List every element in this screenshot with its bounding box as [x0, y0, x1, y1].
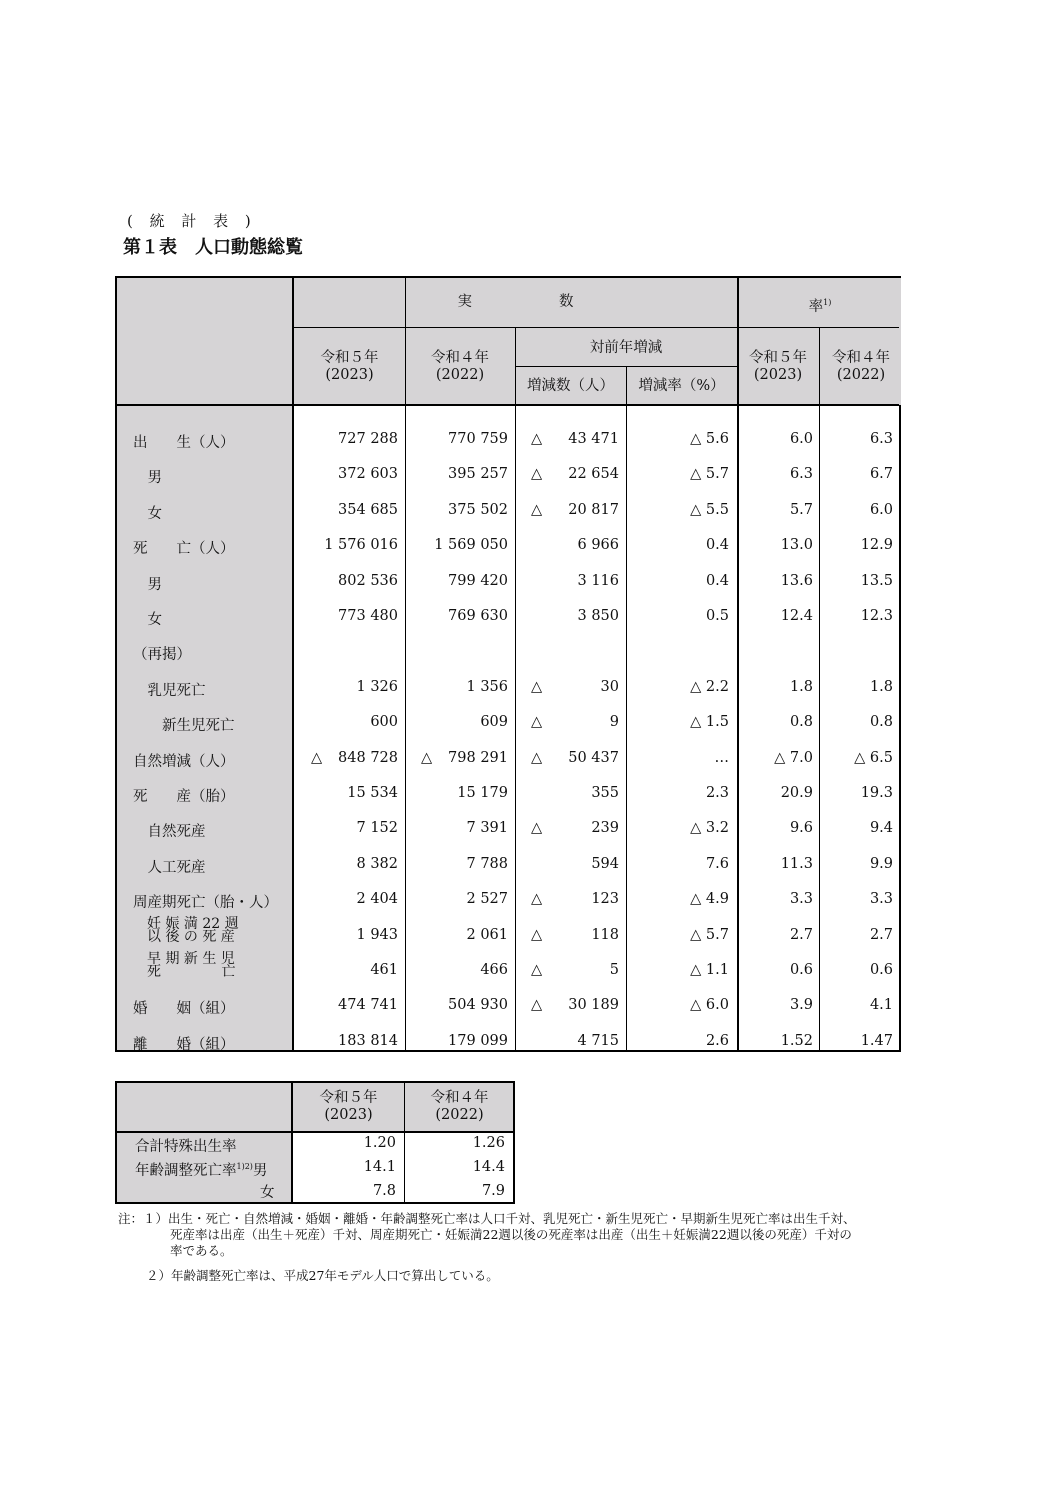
row-diff-value: 355	[591, 785, 619, 801]
row-label: 女	[133, 612, 162, 628]
row-label: （再掲）	[133, 647, 191, 664]
note-2: ２）年齢調整死亡率は、平成27年モデル人口で算出している。	[146, 1268, 499, 1283]
row-r4-value: 395 257	[448, 466, 508, 483]
row-diff-sign: △	[531, 501, 543, 518]
row-diff-rate: 0.5	[705, 608, 729, 624]
row-diff-sign: △	[531, 678, 543, 695]
row-rate-r4: 12.9	[860, 537, 893, 554]
row-rate-r5: 13.6	[780, 572, 813, 589]
table-caption: ( 統 計 表 )	[127, 212, 257, 230]
row-label: 妊 娠 満 22 週 以 後 の 死 産	[146, 915, 239, 945]
row-label: 早 期 新 生 児 死 亡	[146, 951, 236, 980]
row-rate-r4: 1.47	[860, 1032, 893, 1049]
row-diff-value: 30 189	[568, 997, 619, 1014]
row-r5-value: 727 288	[338, 431, 398, 447]
row-diff-rate: △ 5.6	[690, 431, 729, 447]
row-r4-value: 609	[480, 714, 508, 731]
table-row	[117, 423, 903, 458]
row-diff-value: 123	[591, 891, 619, 908]
row-diff-rate: △ 6.0	[690, 997, 729, 1014]
row-label: 死 亡（人）	[133, 541, 235, 558]
row-diff-value: 43 471	[568, 431, 619, 447]
note-1-line-1: 注：１）出生・死亡・自然増減・婚姻・離婚・年齢調整死亡率は人口千対、乳児死亡・新生児死亡・早期新生児死亡率は出生千対、	[118, 1211, 856, 1226]
row-diff-sign: △	[531, 962, 543, 978]
row-diff-rate: …	[714, 749, 729, 766]
row-rate-r4: 19.3	[860, 785, 893, 801]
row-rate-r4: 12.3	[860, 608, 893, 624]
row-rate-r5: 12.4	[780, 608, 813, 624]
row-rate-r4: 6.7	[869, 466, 893, 483]
row-r5-value: 802 536	[338, 572, 398, 589]
row-rate-r4: 0.6	[869, 962, 893, 978]
adj-female-label: 女	[260, 1185, 275, 1201]
row-rate-r4: 6.3	[869, 431, 893, 447]
tfr-r5: 1.20	[363, 1135, 396, 1151]
header-r5-count: 令和５年 (2023)	[320, 350, 379, 383]
row-r4-value: 1 356	[466, 678, 508, 695]
row-rate-r4: 6.0	[869, 501, 893, 518]
row-label: 男	[133, 576, 162, 593]
row-diff-value: 3 850	[577, 608, 619, 624]
row-r5-value: 848 728	[338, 749, 398, 766]
row-r5-value: 354 685	[338, 501, 398, 518]
row-label: 離 婚（組）	[133, 1036, 235, 1053]
row-r4-value: 770 759	[448, 431, 508, 447]
row-r5-value: 15 534	[347, 785, 398, 801]
row-r4-value: 2 527	[466, 891, 508, 908]
row-rate-r4: 3.3	[869, 891, 893, 908]
row-diff-value: 118	[591, 926, 619, 943]
row-rate-r5: 0.8	[789, 714, 813, 731]
tfr-r4: 1.26	[472, 1135, 505, 1151]
row-r4-value: 466	[480, 962, 508, 978]
table-row	[117, 742, 903, 777]
row-r4-value: 504 930	[448, 997, 508, 1014]
row-rate-r4: 4.1	[869, 997, 893, 1014]
row-rate-r4: 0.8	[869, 714, 893, 731]
table-row	[117, 848, 903, 883]
row-r4-value: 1 569 050	[434, 537, 508, 554]
row-r4-value: 7 788	[466, 855, 508, 872]
table-row	[117, 565, 903, 600]
row-rate-r4: 9.4	[869, 820, 893, 837]
adj-m-r5: 14.1	[363, 1159, 396, 1175]
header-ritsu: 率$^{1)}$	[808, 298, 832, 315]
row-diff-value: 22 654	[568, 466, 619, 483]
table-title: 第１表 人口動態総覧	[123, 237, 303, 258]
row-diff-sign: △	[531, 466, 543, 483]
tfr-label: 合計特殊出生率	[135, 1139, 237, 1155]
row-label: 乳児死亡	[133, 682, 206, 699]
row-rate-r5: 20.9	[780, 785, 813, 801]
row-r5-value: 183 814	[338, 1032, 398, 1049]
sub-header-r4: 令和４年 (2022)	[430, 1090, 489, 1123]
row-diff-sign: △	[531, 926, 543, 943]
table-row	[117, 915, 903, 954]
row-r5-value: 2 404	[356, 891, 398, 908]
row-rate-r4: 1.8	[869, 678, 893, 695]
row-diff-rate: 0.4	[705, 572, 729, 589]
row-diff-rate: △ 1.1	[690, 962, 729, 978]
row-label: 女	[133, 505, 162, 522]
row-rate-r4: 13.5	[860, 572, 893, 589]
row-diff-sign: △	[531, 891, 543, 908]
row-rate-r5: 13.0	[780, 537, 813, 554]
row-rate-r5: 6.0	[789, 431, 813, 447]
row-r4-value: 15 179	[457, 785, 508, 801]
row-rate-r5: △ 7.0	[774, 749, 813, 766]
table-row	[117, 883, 903, 918]
header-r4-rate: 令和４年 (2022)	[832, 350, 890, 383]
row-label: 人工死産	[133, 859, 206, 876]
table-row	[117, 635, 903, 670]
table-row	[117, 494, 903, 529]
row-label: 周産期死亡（胎・人）	[133, 895, 278, 912]
row-diff-value: 50 437	[568, 749, 619, 766]
row-r5-value: 1 576 016	[324, 537, 398, 554]
header-jissuu: 実 数	[457, 294, 574, 310]
row-r4-value: 375 502	[448, 501, 508, 518]
row-rate-r5: 2.7	[789, 926, 813, 943]
table-row	[117, 777, 903, 812]
row-diff-value: 30	[600, 678, 619, 695]
row-r4-value: 799 420	[448, 572, 508, 589]
row-r5-value: 1 943	[356, 926, 398, 943]
row-diff-rate: 7.6	[705, 855, 729, 872]
row-diff-rate: 0.4	[705, 537, 729, 554]
table-row	[117, 671, 903, 706]
row-diff-rate: 2.6	[705, 1032, 729, 1049]
table-row	[117, 951, 903, 989]
row-r5-value: 8 382	[356, 855, 398, 872]
row-rate-r4: 9.9	[869, 855, 893, 872]
row-r5-value: 600	[370, 714, 398, 731]
row-diff-rate: △ 5.7	[690, 926, 729, 943]
row-rate-r5: 0.6	[789, 962, 813, 978]
row-rate-r4: △ 6.5	[854, 749, 893, 766]
row-diff-rate: 2.3	[705, 785, 729, 801]
row-rate-r5: 1.8	[789, 678, 813, 695]
header-r4-count: 令和４年 (2022)	[431, 350, 489, 383]
row-r5-sign: △	[311, 749, 323, 766]
row-diff-value: 20 817	[568, 501, 619, 518]
row-diff-sign: △	[531, 431, 543, 447]
table-row	[117, 1025, 903, 1060]
row-label: 婚 姻（組）	[133, 1001, 235, 1018]
row-diff-value: 4 715	[577, 1032, 619, 1049]
row-r4-value: 2 061	[466, 926, 508, 943]
table-row	[117, 989, 903, 1024]
row-diff-rate: △ 3.2	[690, 820, 729, 837]
sub-header-r5: 令和５年 (2023)	[319, 1090, 378, 1123]
adj-m-r4: 14.4	[472, 1159, 505, 1175]
row-rate-r5: 9.6	[789, 820, 813, 837]
row-diff-sign: △	[531, 749, 543, 766]
row-r4-value: 179 099	[448, 1032, 508, 1049]
table-row	[117, 458, 903, 493]
row-label: 死 産（胎）	[133, 789, 235, 805]
adj-label: 年齢調整死亡率$^{1)2)}$男	[135, 1162, 268, 1179]
row-diff-rate: △ 5.5	[690, 501, 729, 518]
table-row	[117, 600, 903, 635]
row-diff-rate: △ 5.7	[690, 466, 729, 483]
row-label: 自然死産	[133, 824, 206, 841]
row-diff-value: 5	[609, 962, 619, 978]
row-r4-value: 7 391	[466, 820, 508, 837]
row-rate-r5: 3.9	[789, 997, 813, 1014]
row-diff-value: 6 966	[577, 537, 619, 554]
row-r5-value: 7 152	[356, 820, 398, 837]
row-label: 出 生（人）	[133, 435, 235, 451]
row-rate-r5: 1.52	[780, 1032, 813, 1049]
table-row	[117, 529, 903, 564]
row-r5-value: 372 603	[338, 466, 398, 483]
adj-f-r4: 7.9	[481, 1183, 505, 1199]
header-zougen-rate: 増減率（%）	[638, 378, 725, 394]
row-r4-value: 798 291	[448, 749, 508, 766]
fertility-table	[115, 1081, 515, 1204]
header-r5-rate: 令和５年 (2023)	[749, 350, 807, 383]
row-diff-sign: △	[531, 714, 543, 731]
row-rate-r5: 5.7	[789, 501, 813, 518]
vital-statistics-table	[115, 276, 901, 1052]
row-rate-r4: 2.7	[869, 926, 893, 943]
row-rate-r5: 6.3	[789, 466, 813, 483]
row-r5-value: 773 480	[338, 608, 398, 624]
row-diff-rate: △ 4.9	[690, 891, 729, 908]
row-diff-value: 9	[609, 714, 619, 731]
row-rate-r5: 3.3	[789, 891, 813, 908]
row-r4-sign: △	[421, 749, 433, 766]
note-1-line-2: 死産率は出産（出生＋死産）千対、周産期死亡・妊娠満22週以後の死産率は出産（出生＋妊娠満22週以後の死産）千対の	[170, 1227, 852, 1242]
row-diff-sign: △	[531, 820, 543, 837]
row-diff-value: 3 116	[577, 572, 619, 589]
row-label: 男	[133, 470, 162, 487]
note-1-line-3: 率である。	[170, 1243, 233, 1258]
header-taizen: 対前年増減	[589, 340, 663, 356]
row-diff-rate: △ 2.2	[690, 678, 729, 695]
row-diff-value: 239	[591, 820, 619, 837]
row-r5-value: 461	[370, 962, 398, 978]
row-diff-rate: △ 1.5	[690, 714, 729, 731]
row-diff-sign: △	[531, 997, 543, 1014]
header-zougen-num: 増減数（人）	[527, 378, 614, 394]
table-row	[117, 812, 903, 847]
adj-f-r5: 7.8	[372, 1183, 396, 1199]
row-r5-value: 474 741	[338, 997, 398, 1014]
row-label: 新生児死亡	[133, 718, 235, 735]
row-diff-value: 594	[591, 855, 619, 872]
row-rate-r5: 11.3	[780, 855, 813, 872]
row-label: 自然増減（人）	[133, 753, 235, 770]
row-r4-value: 769 630	[448, 608, 508, 624]
table-row	[117, 706, 903, 741]
row-r5-value: 1 326	[356, 678, 398, 695]
